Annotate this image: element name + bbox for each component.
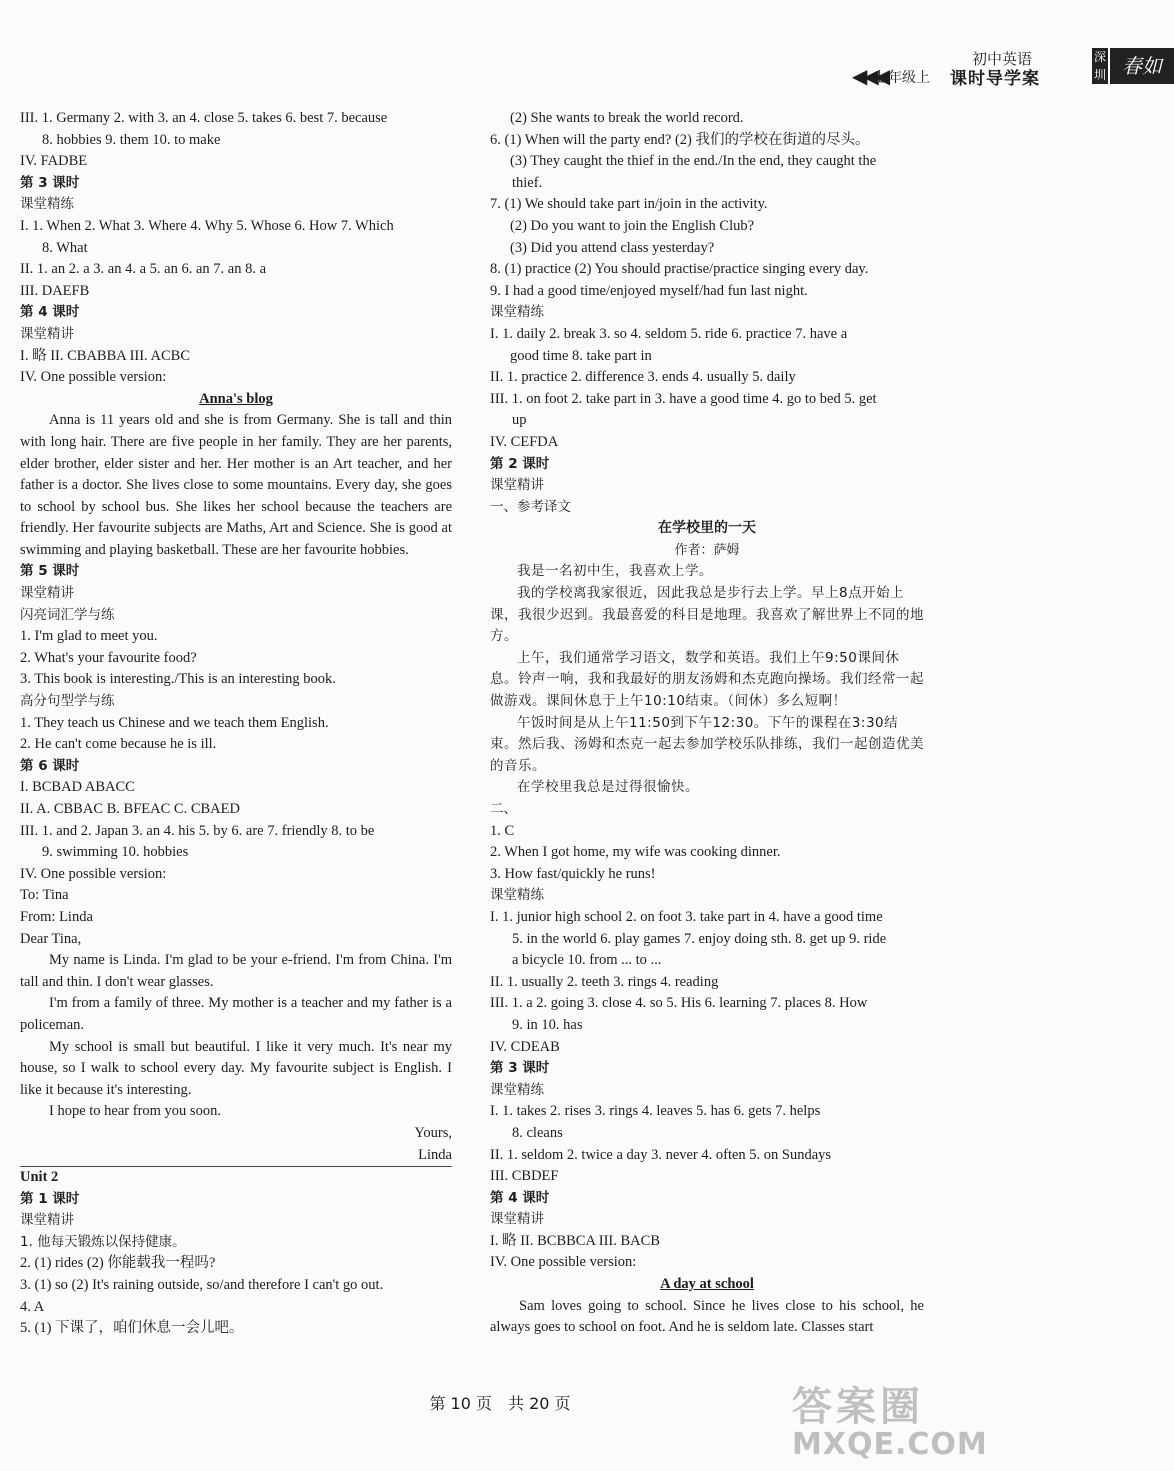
right-line: II. 1. usually 2. teeth 3. rings 4. reading (490, 973, 719, 990)
right-line: 8. (1) practice (2) You should practise/practice singing every day. (490, 261, 869, 278)
left-line: Dear Tina, (20, 930, 82, 947)
right-line: 午饭时间是从上午11:50到下午12:30。下午的课程在3:30结束。然后我、汤姆和杰克一起去参加学校乐队排练，我们一起创造优美的音乐。 (490, 714, 924, 774)
right-line: 作者：萨姆 (674, 542, 740, 558)
left-line: 第 5 课时 (20, 563, 80, 580)
left-line: IV. FADBE (20, 153, 88, 170)
left-line: II. A. CBBAC B. BFEAC C. CBAED (20, 801, 240, 817)
left-line: My name is Linda. I'm glad to be your e-friend. I'm from China. I'm tall and thin. I don't wear glasses. (20, 952, 452, 990)
right-line: IV. One possible version: (490, 1254, 637, 1271)
left-line: I. 略 II. CBABBA III. ACBC (20, 347, 190, 364)
brand-logo: 春如 (1110, 48, 1174, 84)
left-line: Anna's blog (199, 390, 273, 407)
left-line: 8. What (42, 239, 88, 256)
right-line: 我的学校离我家很近，因此我总是步行去上学。早上8点开始上课，我很少迟到。我最喜爱的科目是地理。我喜欢了解世界上不同的地方。 (490, 585, 924, 645)
left-line: My school is small but beautiful. I like it very much. It's near my house, so I walk to school every day. My favourite subject is English. I like it because it's interesting. (20, 1038, 452, 1098)
right-line: II. 1. practice 2. difference 3. ends 4. usually 5. daily (490, 369, 796, 386)
left-line: II. 1. an 2. a 3. an 4. a 5. an 6. an 7. an 8. a (20, 261, 267, 278)
left-line: 1. I'm glad to meet you. (20, 628, 158, 645)
left-line: 第 3 课时 (20, 174, 80, 191)
left-line: III. 1. and 2. Japan 3. an 4. his 5. by 6. are 7. friendly 8. to be (20, 822, 375, 839)
right-line: (2) Do you want to join the English Club? (510, 217, 755, 234)
left-line: 3. This book is interesting./This is an interesting book. (20, 671, 336, 688)
left-line: 5. (1) 下课了，咱们休息一会儿吧。 (20, 1320, 244, 1337)
right-line: 一、参考译文 (490, 498, 571, 515)
series-title: 课时导学案 (950, 69, 1040, 89)
right-line: 7. (1) We should take part in/join in the activity. (490, 196, 768, 213)
right-line: 3. How fast/quickly he runs! (490, 865, 656, 882)
right-line: 1. C (490, 822, 515, 839)
left-line: 2. He can't come because he is ill. (20, 736, 217, 753)
left-line: 闪亮词汇学与练 (20, 606, 115, 623)
left-line: 2. (1) rides (2) 你能载我一程吗? (20, 1255, 216, 1272)
left-line: III. 1. Germany 2. with 3. an 4. close 5. takes 6. best 7. because (20, 110, 388, 126)
right-line: II. 1. seldom 2. twice a day 3. never 4. often 5. on Sundays (490, 1146, 832, 1163)
right-line: IV. CEFDA (490, 433, 559, 450)
right-line: 第 4 课时 (490, 1189, 550, 1206)
left-line: Unit 2 (20, 1169, 59, 1186)
right-line: good time 8. take part in (510, 347, 652, 364)
left-line: IV. One possible version: (20, 369, 167, 386)
right-column (490, 108, 924, 1339)
right-line: 课堂精讲 (490, 477, 544, 494)
left-line: III. DAEFB (20, 282, 90, 299)
series-box: 深圳金卷 (1093, 50, 1106, 118)
left-line: 课堂精讲 (20, 325, 74, 342)
left-line: From: Linda (20, 908, 93, 925)
left-line: I hope to hear from you soon. (49, 1103, 221, 1120)
left-line: 1. They teach us Chinese and we teach them English. (20, 714, 329, 731)
left-line: To: Tina (20, 887, 69, 904)
right-line: 第 2 课时 (490, 455, 550, 472)
right-line: 9. I had a good time/enjoyed myself/had fun last night. (490, 282, 808, 299)
left-line: IV. One possible version: (20, 865, 167, 882)
left-line: 课堂精讲 (20, 1212, 74, 1229)
right-line: up (512, 412, 527, 429)
left-line: I'm from a family of three. My mother is a teacher and my father is a policeman. (20, 995, 452, 1033)
left-line: 2. What's your favourite food? (20, 649, 197, 666)
left-line: Anna is 11 years old and she is from Germany. She is tall and thin with long hair. There are five people in her family. They are her parents, elder brother, elder sister and her. Her mother is an Art teacher, and her father is a doctor. She lives close to some mountains. Every day, she goes to school by school bus. She likes her school because the teachers are friendly. Her favourite subjects are Maths, Art and Science. She is good at swimming and playing basketball. These are her favourite hobbies. (20, 412, 452, 558)
right-line: (3) Did you attend class yesterday? (510, 239, 715, 256)
left-line: Yours, (414, 1124, 452, 1141)
right-line: 二、 (490, 801, 517, 817)
right-line: III. 1. a 2. going 3. close 4. so 5. His 6. learning 7. places 8. How (490, 995, 868, 1012)
right-line: 我是一名初中生，我喜欢上学。 (517, 563, 713, 580)
left-column (20, 108, 452, 1340)
right-line: 在学校里我总是过得很愉快。 (517, 779, 699, 796)
right-line: Sam loves going to school. Since he lives close to his school, he always goes to school on foot. And he is seldom late. Classes start (490, 1297, 924, 1336)
right-line: 课堂精练 (490, 1081, 544, 1098)
left-line: 第 1 课时 (20, 1190, 80, 1207)
right-line: I. 略 II. BCBBCA III. BACB (490, 1232, 660, 1249)
left-line: 课堂精练 (20, 196, 74, 213)
right-line: thief. (512, 174, 543, 191)
page-number: 第 10 页 共 20 页 (429, 1394, 571, 1413)
left-line: 9. swimming 10. hobbies (42, 844, 189, 861)
right-line: 在学校里的一天 (658, 520, 756, 537)
left-line: I. BCBAD ABACC (20, 779, 135, 796)
left-line: Linda (418, 1146, 452, 1163)
right-line: (2) She wants to break the world record. (510, 110, 744, 126)
left-line: 第 4 课时 (20, 304, 80, 321)
right-line: 8. cleans (512, 1124, 563, 1141)
right-line: (3) They caught the thief in the end./In the end, they caught the (510, 153, 877, 170)
left-line: 1. 他每天锻炼以保持健康。 (20, 1233, 186, 1250)
arrows-icon: ◀◀◀ (852, 64, 887, 88)
right-line: IV. CDEAB (490, 1038, 560, 1055)
right-line: 5. in the world 6. play games 7. enjoy doing sth. 8. get up 9. ride (512, 930, 887, 947)
watermark-logo: 答案圈 (792, 1384, 924, 1430)
subject-label: 初中英语 (972, 50, 1033, 68)
right-line: 2. When I got home, my wife was cooking dinner. (490, 844, 781, 861)
left-line: 高分句型学与练 (20, 693, 115, 710)
left-line: 第 6 课时 (20, 757, 80, 774)
right-line: 课堂精练 (490, 887, 544, 904)
left-line: I. 1. When 2. What 3. Where 4. Why 5. Whose 6. How 7. Which (20, 217, 394, 234)
right-line: I. 1. takes 2. rises 3. rings 4. leaves 5. has 6. gets 7. helps (490, 1103, 821, 1120)
right-line: 9. in 10. has (512, 1016, 583, 1033)
right-line: III. CBDEF (490, 1168, 559, 1185)
left-line: 8. hobbies 9. them 10. to make (42, 131, 221, 148)
right-line: A day at school (660, 1276, 754, 1293)
right-line: III. 1. on foot 2. take part in 3. have a good time 4. go to bed 5. get (490, 390, 877, 407)
right-line: a bicycle 10. from ... to ... (512, 952, 662, 969)
right-line: I. 1. daily 2. break 3. so 4. seldom 5. ride 6. practice 7. have a (490, 325, 848, 342)
left-line: 3. (1) so (2) It's raining outside, so/and therefore I can't go out. (20, 1277, 384, 1294)
left-line: 4. A (20, 1298, 45, 1315)
right-line: 6. (1) When will the party end? (2) 我们的学校在街道的尽头。 (490, 131, 870, 148)
watermark-url: MXQE.COM (792, 1427, 988, 1462)
right-line: 课堂精练 (490, 304, 544, 321)
right-line: 第 3 课时 (490, 1060, 550, 1077)
watermark (792, 1384, 988, 1463)
right-line: 课堂精讲 (490, 1211, 544, 1228)
right-line: 上午，我们通常学习语文，数学和英语。我们上午9:50课间休息。铃声一响，我和我最好的朋友汤姆和杰克跑向操场。我们经常一起做游戏。课间休息于上午10:10结束。（间休）多么短啊！ (490, 649, 924, 710)
left-line: 课堂精讲 (20, 585, 74, 602)
grade-label: 七年级上 (874, 70, 930, 86)
right-line: I. 1. junior high school 2. on foot 3. take part in 4. have a good time (490, 908, 883, 925)
